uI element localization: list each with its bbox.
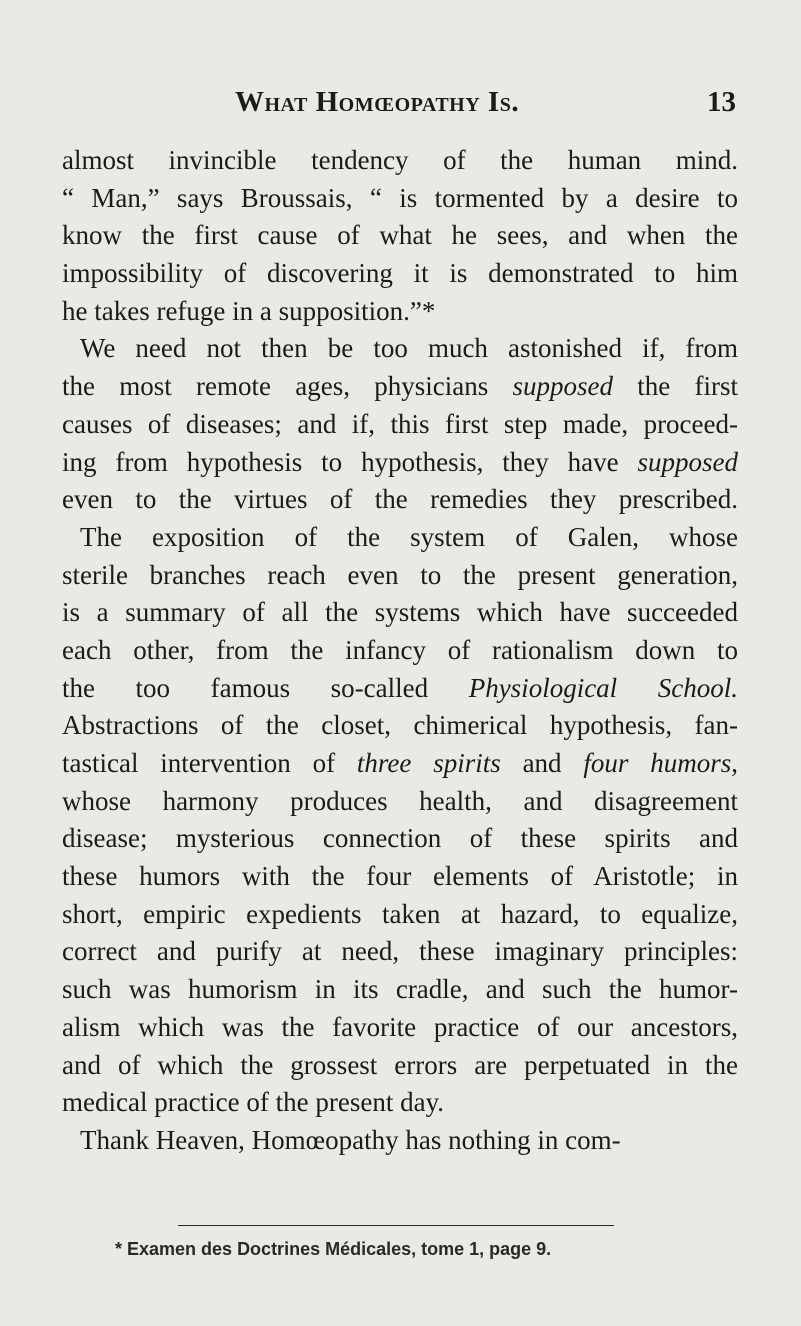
text-line: tastical intervention of three spirits and four humors, — [62, 748, 738, 778]
text-line: is a summary of all the systems which have succeeded — [62, 597, 738, 628]
text-line: these humors with the four elements of Aristotle; in — [62, 861, 738, 892]
text-line: short, empiric expedients taken at hazard, to equalize, — [62, 898, 738, 929]
text-line: We need not then be too much astonished if, from — [80, 333, 738, 364]
text-line: such was humorism in its cradle, and such the humor- — [62, 974, 738, 1005]
text-line: “ Man,” says Broussais, “ is tormented by a desire to — [62, 182, 738, 213]
text-line: the most remote ages, physicians supposed the first — [62, 371, 739, 402]
text-line: know the first cause of what he sees, and when the — [62, 220, 738, 251]
text-line: sterile branches reach even to the present generation, — [62, 559, 738, 590]
page-number: 13 — [707, 86, 736, 118]
body-text — [62, 142, 738, 1160]
text-line: correct and purify at need, these imaginary principles: — [62, 936, 738, 967]
running-head: What Homœopathy Is. — [235, 86, 520, 118]
text-line: medical practice of the present day. — [62, 1087, 445, 1118]
text-line: even to the virtues of the remedies they prescribed. — [62, 484, 738, 515]
text-line: alism which was the favorite practice of our ancestors, — [62, 1011, 738, 1042]
text-line: he takes refuge in a supposition.”* — [62, 295, 436, 326]
text-line: disease; mysterious connection of these spirits and — [62, 823, 738, 854]
text-line: and of which the grossest errors are perpetuated in the — [62, 1049, 738, 1080]
text-line: whose harmony produces health, and disagreement — [62, 785, 738, 816]
text-line: almost invincible tendency of the human mind. — [62, 145, 738, 175]
footnote-rule — [178, 1225, 614, 1226]
text-line: Thank Heaven, Homœopathy has nothing in com- — [80, 1124, 621, 1155]
text-line: impossibility of discovering it is demonstrated to him — [62, 258, 738, 289]
footnote: * Examen des Doctrines Médicales, tome 1, page 9. — [115, 1239, 552, 1259]
text-line: causes of diseases; and if, this first step made, proceed- — [62, 408, 738, 439]
text-line: The exposition of the system of Galen, whose — [80, 521, 738, 552]
text-line: Abstractions of the closet, chimerical hypothesis, fan- — [62, 710, 738, 741]
text-line: the too famous so-called Physiological School. — [62, 672, 738, 703]
text-line: ing from hypothesis to hypothesis, they have supposed — [62, 446, 738, 477]
text-line: each other, from the infancy of rationalism down to — [62, 634, 738, 665]
page-header — [60, 86, 736, 126]
